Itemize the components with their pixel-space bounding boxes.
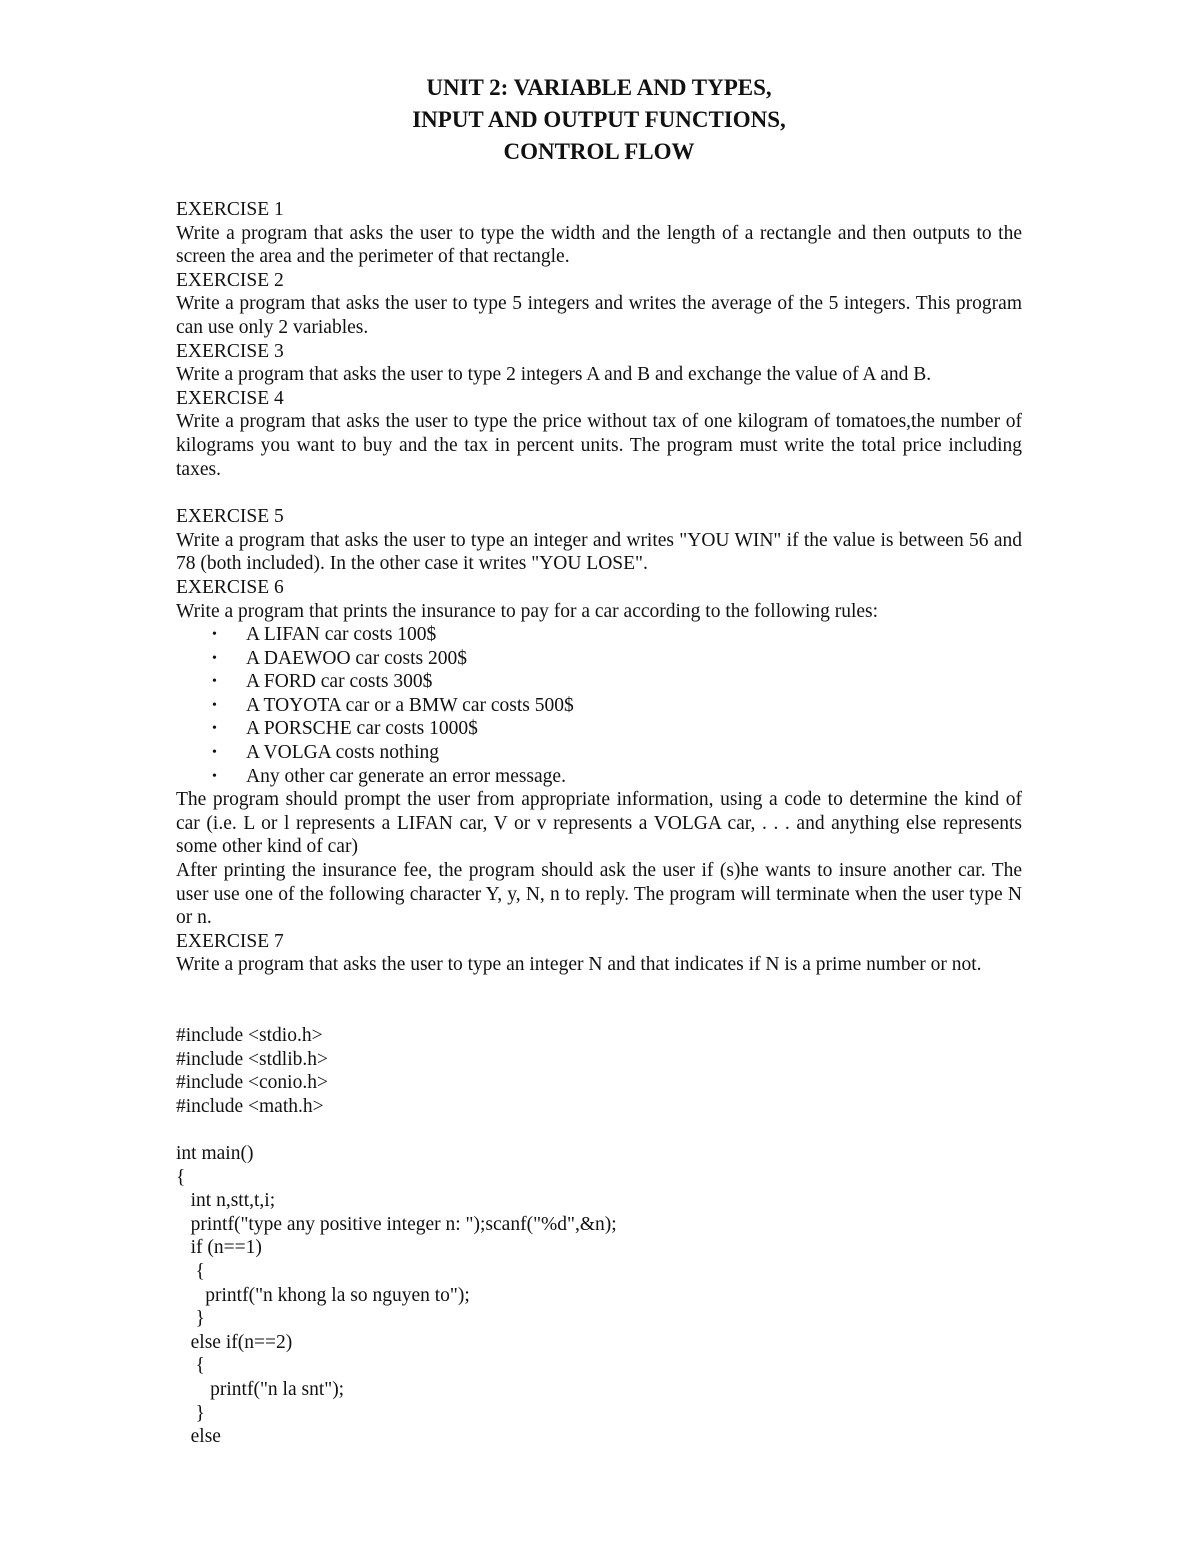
document-title	[176, 72, 1022, 168]
bullet-icon: •	[212, 650, 217, 666]
exercise-heading: EXERCISE 4	[176, 387, 284, 409]
exercise-body: Write a program that asks the user to type the price without tax of one kilogram of tomatoes,the number of kilograms you want to buy and the tax in percent units. The program must write the total price including taxes.	[176, 411, 1022, 480]
car-rules-list	[176, 623, 1022, 788]
title-line-1: UNIT 2: VARIABLE AND TYPES,	[426, 75, 772, 100]
exercise-body: Write a program that asks the user to type an integer and writes "YOU WIN" if the value is between 56 and 78 (both included). In the other case it writes "YOU LOSE".	[176, 529, 1022, 575]
code-line: {	[176, 1260, 205, 1282]
code-line: if (n==1)	[176, 1237, 262, 1259]
code-line	[176, 1118, 1022, 1142]
title-line-2: INPUT AND OUTPUT FUNCTIONS,	[412, 107, 786, 132]
code-line: else	[176, 1426, 221, 1448]
exercise-heading: EXERCISE 1	[176, 199, 284, 220]
exercise-4	[176, 387, 1022, 481]
bullet-icon: •	[212, 697, 217, 713]
code-listing	[176, 1024, 1022, 1449]
exercise-body: Write a program that prints the insurance to pay for a car according to the following rules:	[176, 600, 879, 622]
code-line: int n,stt,t,i;	[176, 1190, 276, 1212]
code-line: }	[176, 1308, 205, 1330]
list-item: • A FORD car costs 300$	[212, 671, 433, 693]
document-page	[176, 72, 1022, 1449]
code-line: #include <math.h>	[176, 1095, 324, 1117]
exercise-heading: EXERCISE 5	[176, 506, 284, 528]
exercise-5	[176, 505, 1022, 576]
code-line: #include <stdlib.h>	[176, 1048, 328, 1070]
bullet-icon: •	[212, 674, 217, 690]
code-line: #include <conio.h>	[176, 1072, 328, 1094]
exercise-body: Write a program that asks the user to type 2 integers A and B and exchange the value of A and B.	[176, 364, 932, 386]
code-line: printf("type any positive integer n: ");scanf("%d",&n);	[176, 1213, 617, 1235]
code-line: printf("n khong la so nguyen to");	[176, 1284, 470, 1306]
bullet-icon: •	[212, 768, 217, 784]
code-line: else if(n==2)	[176, 1331, 293, 1353]
list-item: • Any other car generate an error message.	[212, 765, 566, 787]
exercise-heading: EXERCISE 7	[176, 930, 284, 952]
exercise-heading: EXERCISE 6	[176, 576, 284, 598]
exercise-body: Write a program that asks the user to type the width and the length of a rectangle and then outputs to the screen the area and the perimeter of that rectangle.	[176, 222, 1022, 268]
exercise-3	[176, 340, 1022, 387]
exercise-heading: EXERCISE 2	[176, 269, 284, 291]
bullet-icon: •	[212, 627, 217, 643]
bullet-icon: •	[212, 721, 217, 737]
list-item: • A LIFAN car costs 100$	[212, 624, 437, 646]
list-item: • A TOYOTA car or a BMW car costs 500$	[212, 694, 574, 716]
list-item: • A VOLGA costs nothing	[212, 742, 440, 764]
exercise-body-continued: After printing the insurance fee, the program should ask the user if (s)he wants to insure another car. The user use one of the following character Y, y, N, n to reply. The program will terminate when the user type N or n.	[176, 860, 1022, 929]
blank-line	[176, 481, 1022, 505]
exercise-1	[176, 198, 1022, 269]
exercise-body: Write a program that asks the user to type an integer N and that indicates if N is a prime number or not.	[176, 954, 982, 976]
exercise-body-continued: The program should prompt the user from appropriate information, using a code to determine the kind of car (i.e. L or l represents a LIFAN car, V or v represents a VOLGA car, . . . and anything else represents some other kind of car)	[176, 789, 1022, 858]
blank-space	[176, 977, 1022, 1024]
exercise-7	[176, 930, 1022, 977]
exercise-2	[176, 269, 1022, 340]
exercise-body: Write a program that asks the user to type 5 integers and writes the average of the 5 integers. This program can use only 2 variables.	[176, 293, 1022, 338]
code-line: #include <stdio.h>	[176, 1025, 323, 1046]
bullet-icon: •	[212, 745, 217, 761]
code-line: {	[176, 1355, 205, 1377]
exercise-heading: EXERCISE 3	[176, 340, 284, 362]
title-line-3: CONTROL FLOW	[503, 139, 695, 164]
list-item: • A DAEWOO car costs 200$	[212, 647, 467, 669]
code-line: int main()	[176, 1142, 254, 1164]
list-item: • A PORSCHE car costs 1000$	[212, 718, 478, 740]
exercise-6	[176, 576, 1022, 930]
code-line: {	[176, 1166, 186, 1188]
code-line: }	[176, 1402, 205, 1424]
code-line: printf("n la snt");	[176, 1378, 345, 1400]
